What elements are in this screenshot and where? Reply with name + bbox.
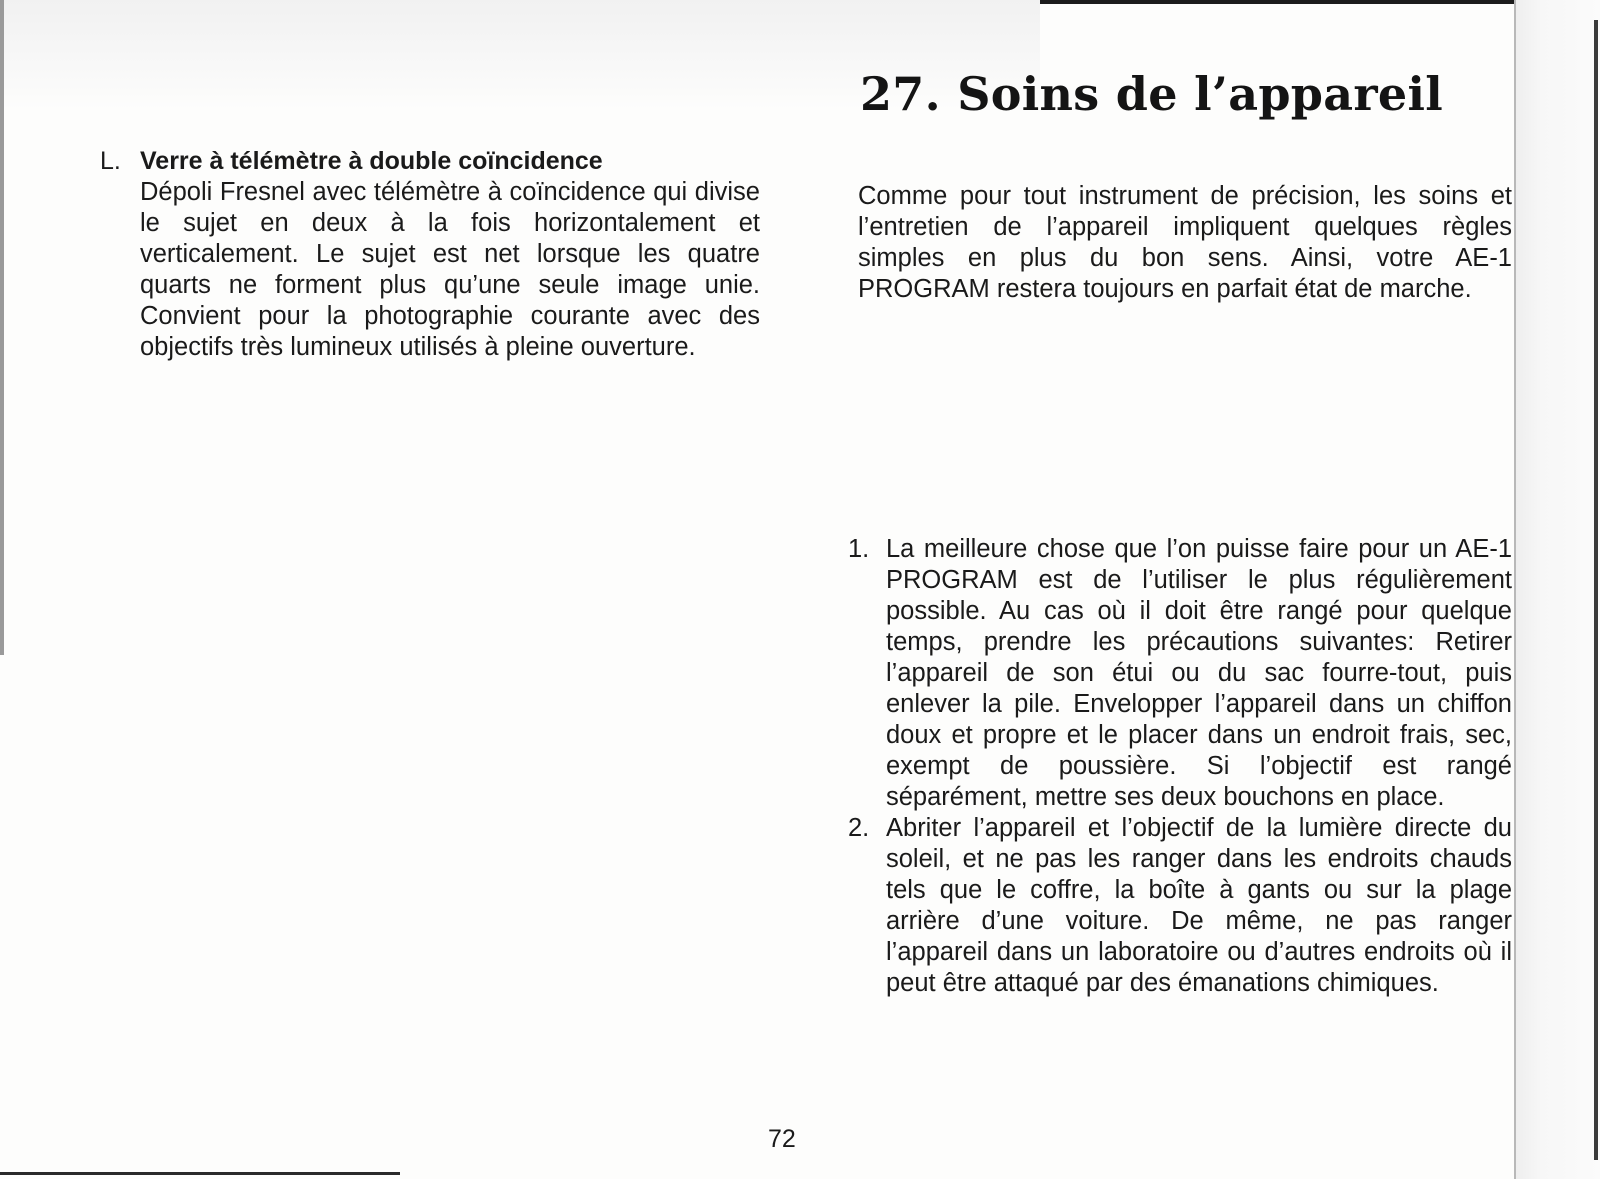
page-number: 72	[768, 1125, 796, 1153]
item-body	[140, 146, 760, 363]
scan-right-margin	[1516, 0, 1600, 1179]
list-item	[848, 534, 1512, 813]
list-item-number: 2.	[848, 814, 870, 842]
scan-far-right-edge	[1594, 20, 1598, 1160]
list-item-text: La meilleure chose que l’on puisse faire pour un AE-1 PROGRAM est de l’utiliser le plus régulièrement possible. Au cas où il doit être rangé pour quelque temps, prendre les précautions suivantes: Retirer l’appareil de son étui ou du sac fourre-tout, puis enlever la pile. Envelopper l’appareil dans un chiffon doux et propre et le placer dans un endroit frais, sec, exempt de poussière. Si l’objectif est rangé séparément, mettre ses deux bouchons en place.	[886, 535, 1512, 811]
scan-bottom-rule	[0, 1172, 400, 1175]
list-item-number: 1.	[848, 535, 870, 563]
list-item-text: Abriter l’appareil et l’objectif de la lumière directe du soleil, et ne pas les ranger dans les endroits chauds tels que le coffre, la boîte à gants ou sur la plage arrière d’une voiture. De même, ne pas ranger l’appareil dans un laboratoire ou d’autres endroits où il peut être attaqué par des émanations chimiques.	[886, 814, 1512, 997]
care-instructions-list	[848, 534, 1512, 999]
list-item	[848, 813, 1512, 999]
intro-paragraph: Comme pour tout instrument de précision, les soins et l’entretien de l’appareil impliquent quelques règles simples en plus du bon sens. Ainsi, votre AE-1 PROGRAM restera toujours en parfait état de marche.	[858, 181, 1512, 303]
scan-left-edge	[0, 0, 4, 655]
item-marker: L.	[100, 147, 121, 175]
item-description: Dépoli Fresnel avec télémètre à coïncidence qui divise le sujet en deux à la fois horizontalement et verticalement. Le sujet est net lorsque les quatre quarts ne forment plus qu’une seule image unie. Convient pour la photographie courante avec des objectifs très lumineux utilisés à pleine ouverture.	[140, 178, 760, 361]
scan-top-rule	[1040, 0, 1520, 4]
item-heading: Verre à télémètre à double coïncidence	[140, 147, 603, 175]
page-title: 27. Soins de l’appareil	[860, 66, 1444, 121]
page-right-edge	[1514, 0, 1516, 1179]
